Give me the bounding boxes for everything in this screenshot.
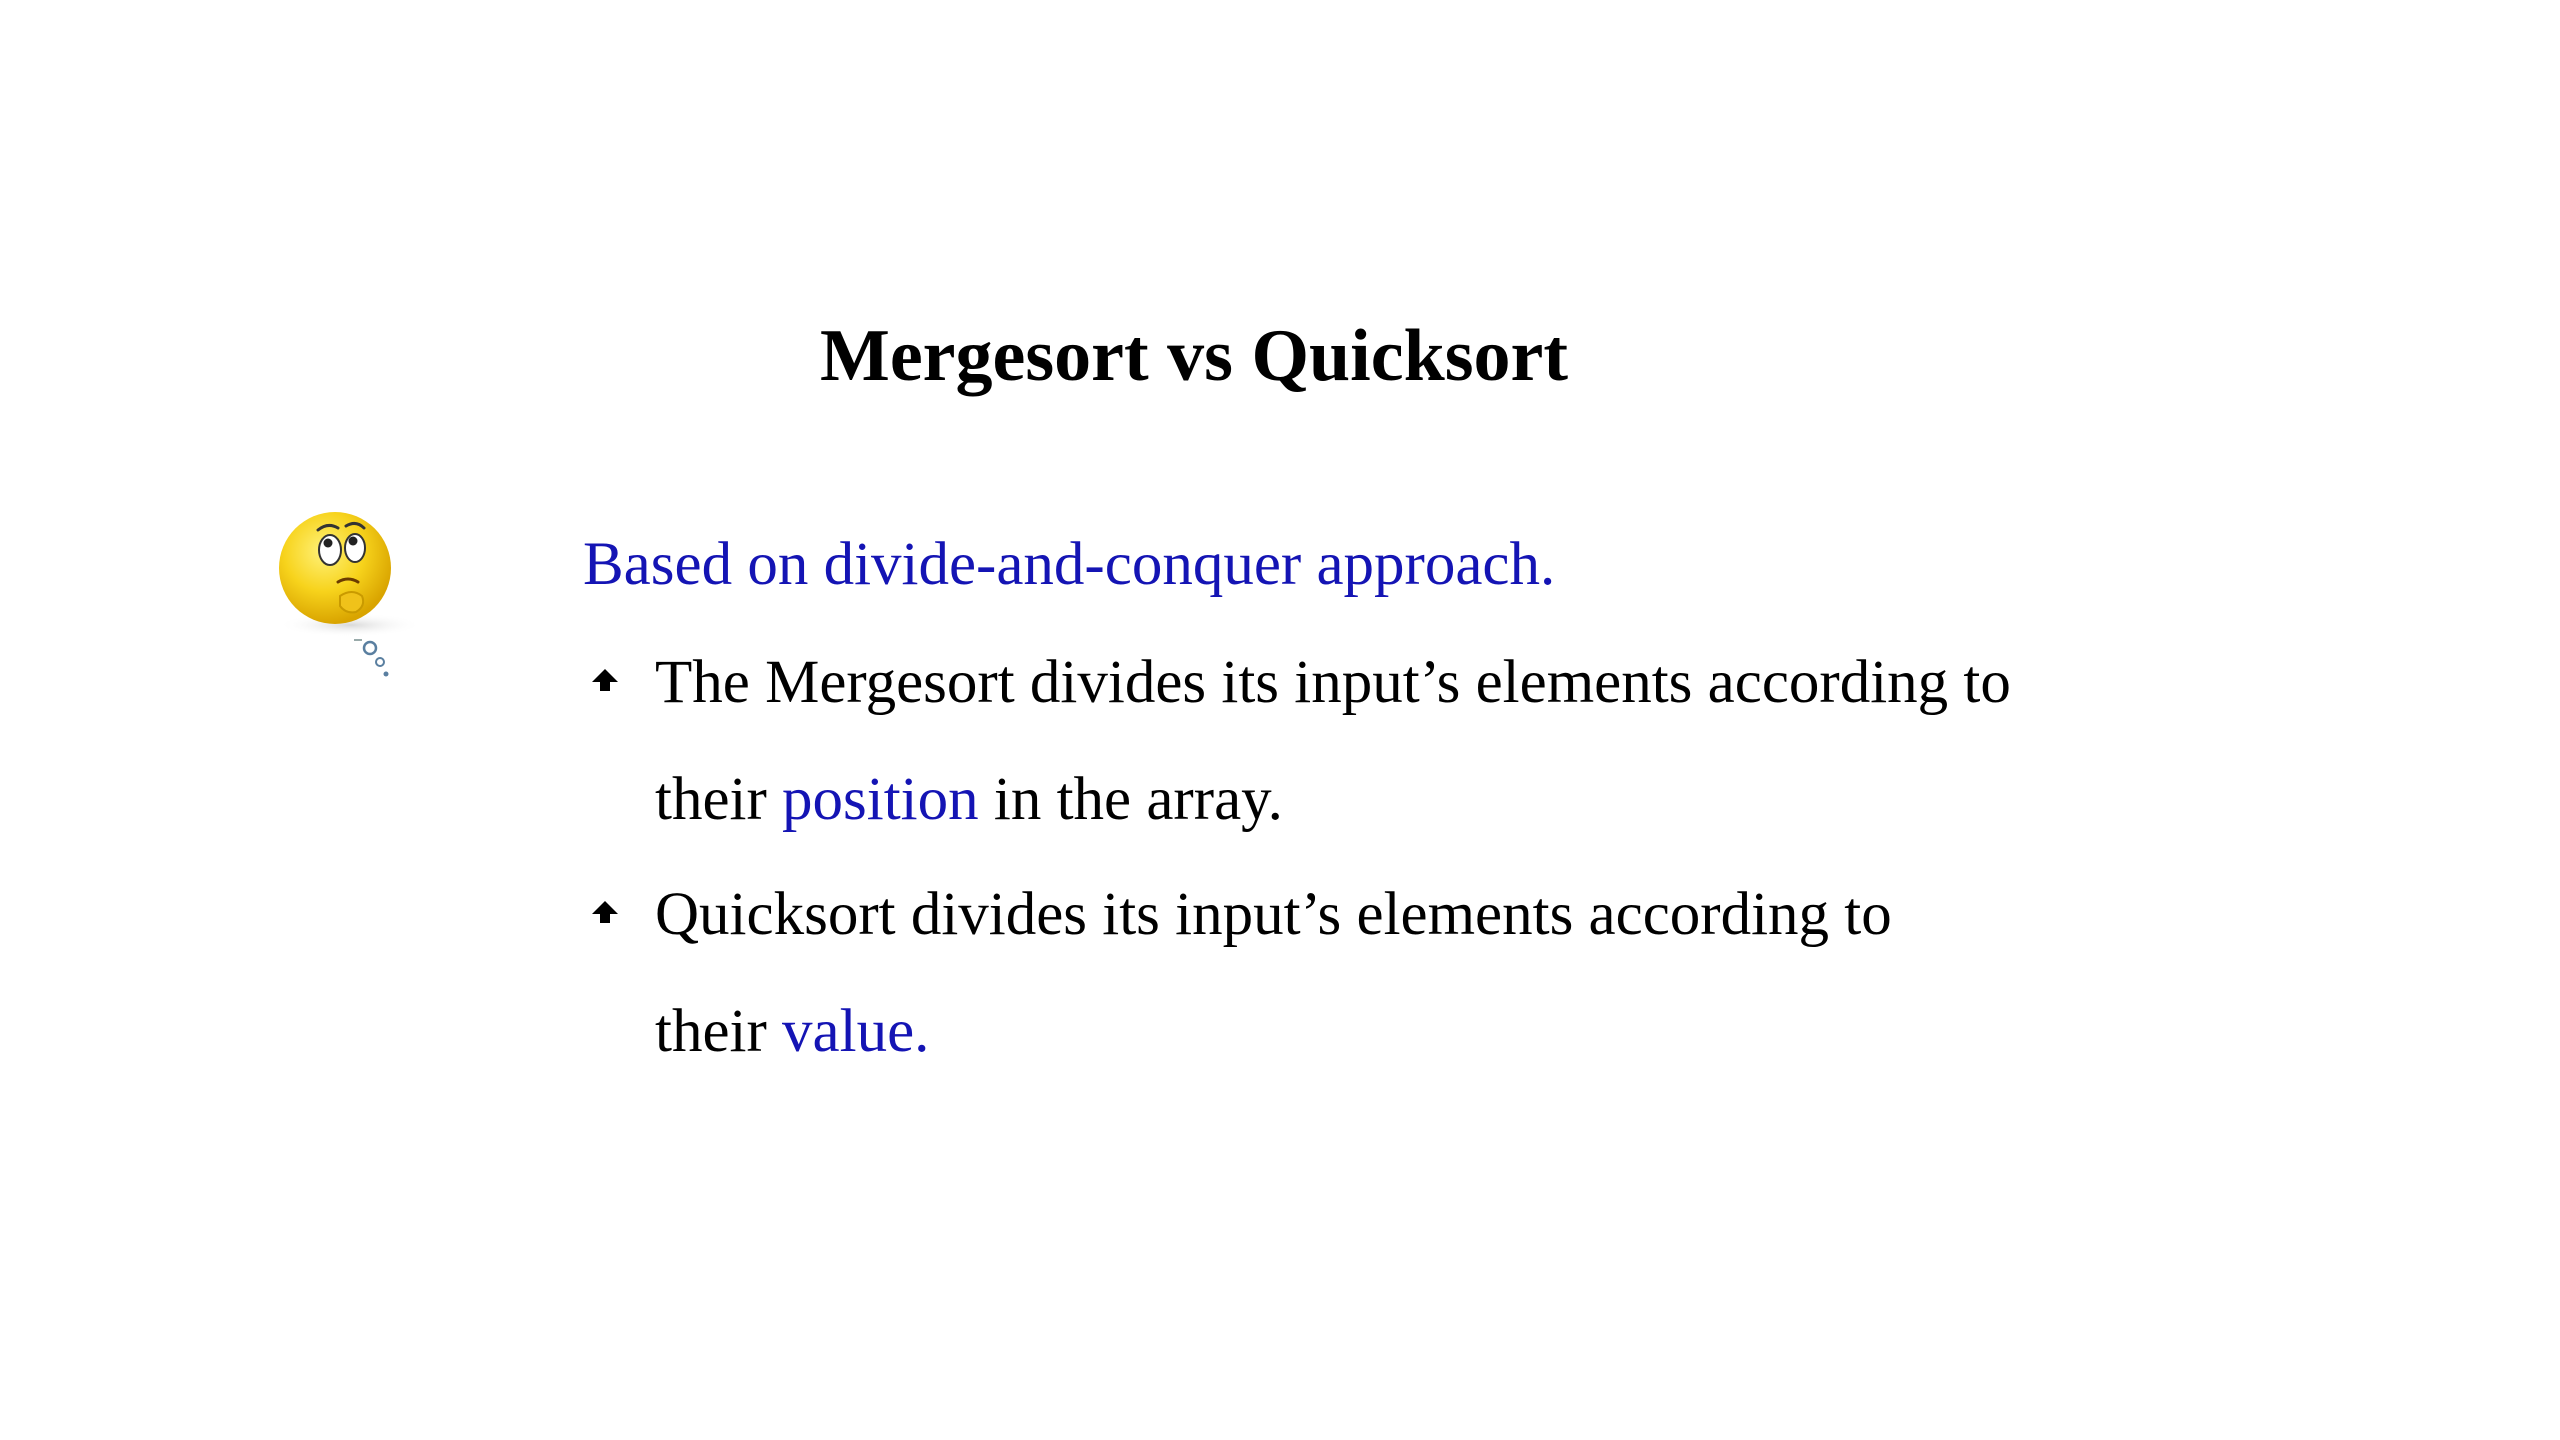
intro-text: Based on divide-and-conquer approach. [583, 531, 1556, 598]
thinking-face-icon [270, 500, 440, 690]
bullet-line-2 [655, 987, 929, 1077]
diamond-bullet-icon [588, 897, 622, 931]
bullet-highlight: position [782, 766, 979, 833]
bullet-line-2 [655, 755, 1283, 845]
bullet-highlight: value. [782, 998, 930, 1065]
bullet-line-1: The Mergesort divides its input’s elements according to [655, 649, 2011, 716]
bullet-text-suffix: in the array. [978, 766, 1283, 833]
slide-title: Mergesort vs Quicksort [819, 315, 1569, 397]
bullet-text-prefix: their [655, 766, 783, 833]
bullet-text-prefix: their [655, 998, 783, 1065]
diamond-bullet-icon [588, 665, 622, 699]
bullet-line-1: Quicksort divides its input’s elements according to [655, 881, 1892, 948]
